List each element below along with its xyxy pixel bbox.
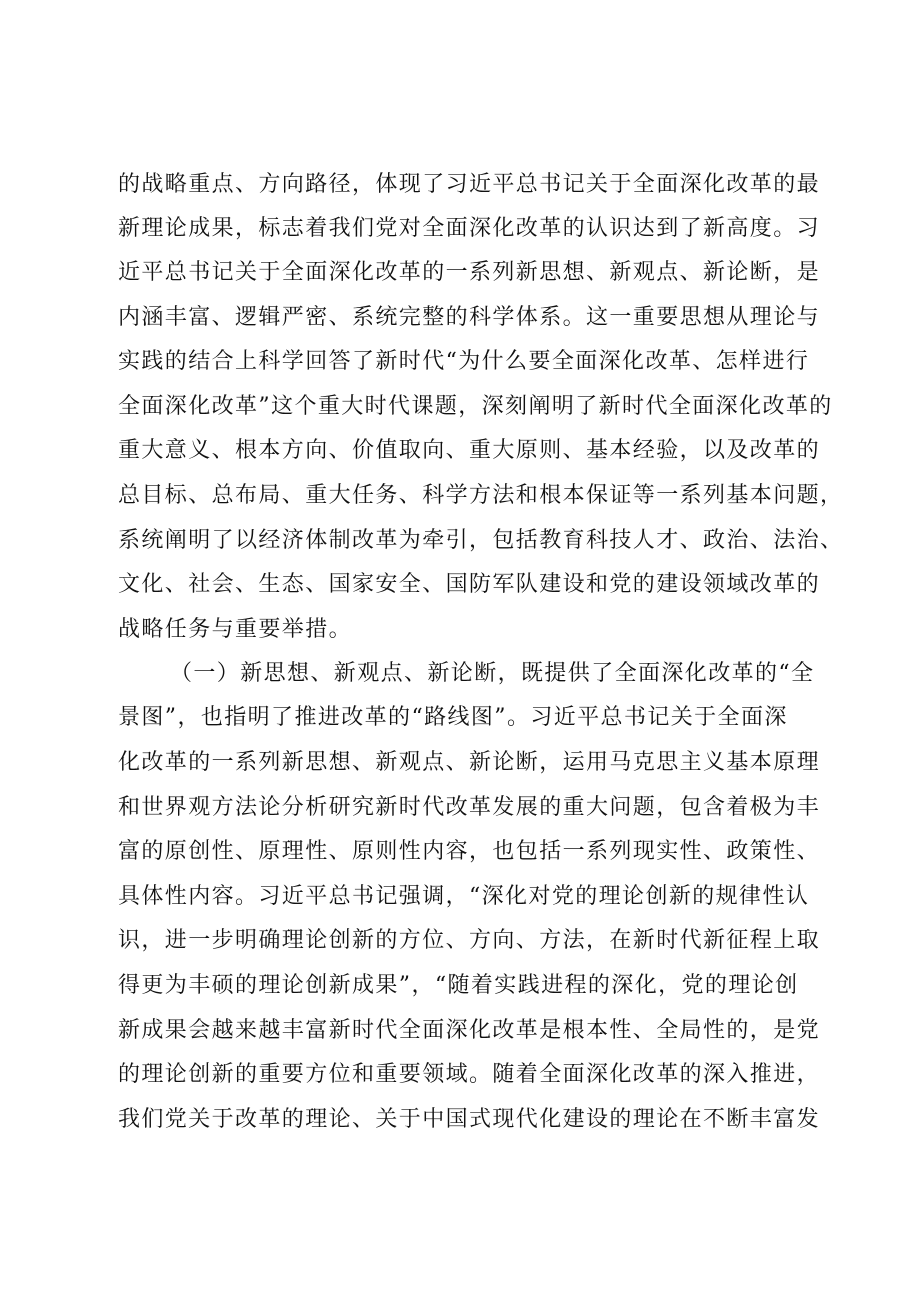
section-heading-line: （一）新思想、新观点、新论断，既提供了全面深化改革的“全 — [170, 661, 815, 686]
text-line: 系统阐明了以经济体制改革为牵引，包括教育科技人才、政治、法治、 — [118, 528, 844, 553]
text-line: 新理论成果，标志着我们党对全面深化改革的认识达到了新高度。习 — [118, 216, 821, 241]
text-line: 景图”，也指明了推进改革的“路线图”。习近平总书记关于全面深 — [118, 705, 788, 730]
text-line: 实践的结合上科学回答了新时代“为什么要全面深化改革、怎样进行 — [118, 349, 810, 374]
text-line: 近平总书记关于全面深化改革的一系列新思想、新观点、新论断，是 — [118, 260, 821, 285]
text-line: 全面深化改革”这个重大时代课题，深刻阐明了新时代全面深化改革的 — [118, 394, 833, 419]
text-line: 文化、社会、生态、国家安全、国防军队建设和党的建设领域改革的 — [118, 572, 821, 597]
text-line: 化改革的一系列新思想、新观点、新论断，运用马克思主义基本原理 — [118, 750, 821, 775]
text-line: 具体性内容。习近平总书记强调，“深化对党的理论创新的规律性认 — [118, 884, 810, 909]
text-line: 的战略重点、方向路径，体现了习近平总书记关于全面深化改革的最 — [118, 172, 821, 197]
text-line: 重大意义、根本方向、价值取向、重大原则、基本经验，以及改革的 — [118, 438, 821, 463]
text-line: 富的原创性、原理性、原则性内容，也包括一系列现实性、政策性、 — [118, 839, 821, 864]
text-line: 我们党关于改革的理论、关于中国式现代化建设的理论在不断丰富发 — [118, 1107, 821, 1132]
text-line: 的理论创新的重要方位和重要领域。随着全面深化改革的深入推进， — [118, 1062, 821, 1087]
text-line: 新成果会越来越丰富新时代全面深化改革是根本性、全局性的，是党 — [118, 1018, 821, 1043]
text-line: 内涵丰富、逻辑严密、系统完整的科学体系。这一重要思想从理论与 — [118, 305, 821, 330]
text-line: 战略任务与重要举措。 — [118, 617, 353, 642]
text-line: 识，进一步明确理论创新的方位、方向、方法，在新时代新征程上取 — [118, 928, 821, 953]
text-line: 得更为丰硕的理论创新成果”，“随着实践进程的深化，党的理论创 — [118, 973, 799, 998]
text-line: 和世界观方法论分析研究新时代改革发展的重大问题，包含着极为丰 — [118, 795, 821, 820]
text-line: 总目标、总布局、重大任务、科学方法和根本保证等一系列基本问题， — [118, 483, 844, 508]
